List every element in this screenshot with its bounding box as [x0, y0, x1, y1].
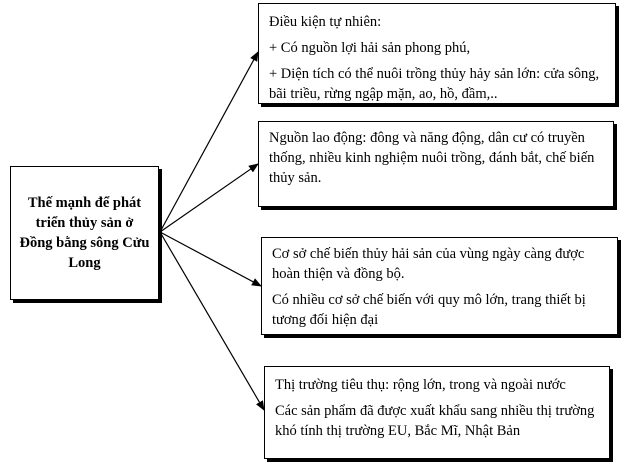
natural-conditions-box	[258, 3, 616, 104]
central-topic-title: Thế mạnh để phát triển thủy sản ở Đồng bằng sông Cửu Long	[19, 195, 150, 271]
arrow-to-natural-conditions	[160, 52, 258, 232]
arrow-to-labor	[160, 164, 258, 232]
processing-facilities-box	[261, 237, 618, 335]
natural-conditions-item: + Diện tích có thể nuôi trồng thủy hảy sản lớn: cửa sông, bãi triều, rừng ngập mặn, ao, hồ, đầm,..	[269, 66, 600, 102]
labor-force-text: Nguồn lao động: đông và năng động, dân cư có truyền thống, nhiều kinh nghiệm nuôi trồng, đánh bắt, chế biến thủy sản.	[269, 130, 595, 186]
natural-conditions-item: + Có nguồn lợi hải sản phong phú,	[269, 40, 471, 56]
central-topic-box	[10, 166, 159, 300]
labor-force-box	[258, 121, 614, 207]
natural-conditions-heading: Điều kiện tự nhiên:	[269, 14, 382, 30]
processing-facilities-text: Cơ sở chế biến thủy hải sản của vùng ngày càng được hoàn thiện và đồng bộ.	[272, 246, 585, 282]
market-text: Thị trường tiêu thụ: rộng lớn, trong và ngoài nước	[275, 377, 566, 393]
market-text: Các sản phẩm đã được xuất khẩu sang nhiều thị trường khó tính thị trường EU, Bắc Mĩ, Nhật Bản	[275, 403, 595, 439]
processing-facilities-text: Có nhiều cơ sở chế biến với quy mô lớn, trang thiết bị tương đối hiện đại	[272, 292, 586, 328]
arrow-to-market	[160, 232, 264, 410]
market-box	[264, 366, 610, 459]
